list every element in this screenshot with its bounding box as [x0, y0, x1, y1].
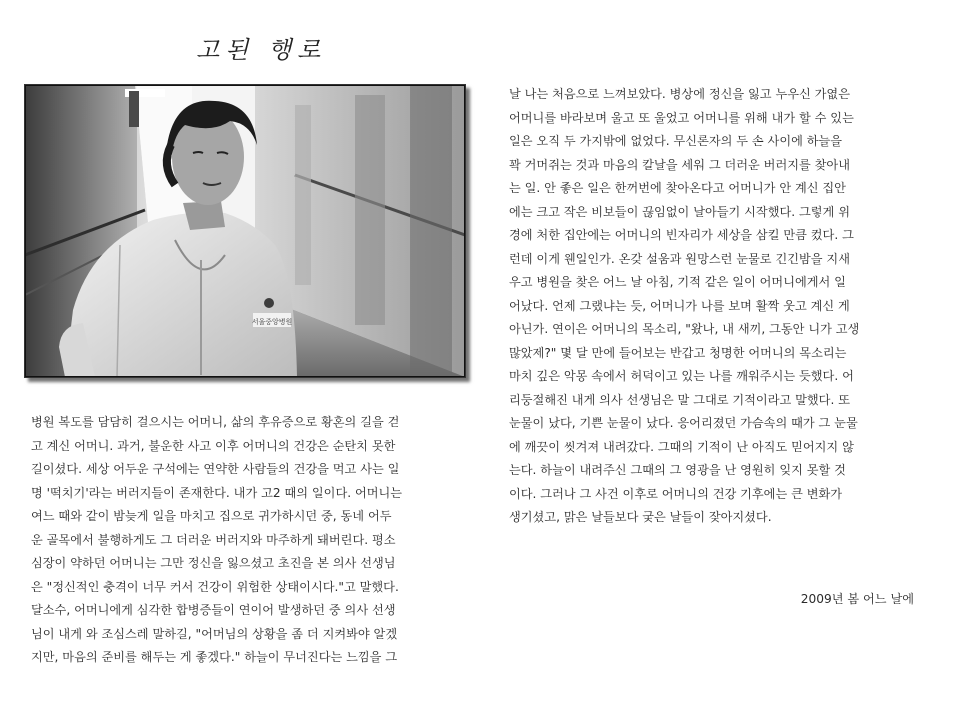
body-text-line: 는다. 하늘이 내려주신 그때의 그 영광을 난 영원히 잊지 못할 것 — [509, 463, 846, 477]
body-text-line: 눈물이 났다, 기쁜 눈물이 났다. 응어리졌던 가슴속의 때가 그 눈물 — [509, 416, 858, 430]
body-text-line: 명 '떡치기'라는 버러지들이 존재한다. 내가 고2 때의 일이다. 어머니는 — [31, 485, 403, 500]
body-text-line: 고 계신 어머니. 과거, 불운한 사고 이후 어머니의 건강은 순탄치 못한 — [31, 438, 396, 453]
body-text-line: 는 일. 안 좋은 일은 한꺼번에 찾아온다고 어머니가 안 계신 집안 — [509, 181, 846, 195]
body-text-line: 운 골목에서 불행하게도 그 더러운 버러지와 마주하게 돼버린다. 평소 — [31, 532, 396, 547]
left-column-text — [31, 411, 471, 670]
body-text-line: 님이 내게 와 조심스레 말하길, "어머님의 상황을 좀 더 지켜봐야 알겠 — [31, 626, 398, 641]
body-text-line: 어머니를 바라보며 울고 또 울었고 어머니를 위해 내가 할 수 있는 — [509, 110, 854, 125]
body-text-line: 에 깨끗이 씻겨져 내려갔다. 그때의 기적이 난 아직도 믿어지지 않 — [509, 439, 854, 454]
body-text-line: 경에 처한 집안에는 어머니의 빈자리가 세상을 삼킬 만큼 컸다. 그 — [509, 228, 854, 242]
body-text-line: 일은 오직 두 가지밖에 없었다. 무신론자의 두 손 사이에 하늘을 — [509, 134, 843, 148]
body-text-line: 날 나는 처음으로 느껴보았다. 병상에 정신을 잃고 누우신 가엾은 — [509, 87, 850, 101]
body-text-line: 많았제?" 몇 달 만에 들어보는 반갑고 청명한 어머니의 목소리는 — [509, 345, 847, 360]
body-text-line: 은 "정신적인 충격이 너무 커서 건강이 위험한 상태이시다."고 말했다. — [31, 579, 399, 594]
page-title: 고된 행로 — [196, 36, 327, 64]
body-text-line: 길이셨다. 세상 어두운 구석에는 연약한 사람들의 건강을 먹고 사는 일 — [31, 462, 400, 476]
body-text-line: 지만, 마음의 준비를 해두는 게 좋겠다." 하늘이 무너진다는 느낌을 그 — [31, 650, 398, 664]
body-text-line: 아닌가. 연이은 어머니의 목소리, "왔나, 내 새끼, 그동안 니가 고생 — [509, 322, 860, 336]
body-text-line: 마치 깊은 악몽 속에서 허덕이고 있는 나를 깨워주시는 듯했다. 어 — [509, 369, 854, 383]
body-text-line: 우고 병원을 찾은 어느 날 아침, 기적 같은 일이 어머니에게서 일 — [509, 275, 846, 289]
svg-text:서울중앙병원: 서울중앙병원 — [251, 318, 293, 326]
body-text-line: 런데 이게 웬일인가. 온갖 설움과 원망스런 눈물로 긴긴밤을 지새 — [509, 251, 850, 266]
body-text-line: 병원 복도를 담담히 걸으시는 어머니, 삶의 후유증으로 황혼의 길을 걷 — [31, 415, 400, 429]
signature-date: 2009년 봄 어느 날에 — [800, 592, 914, 606]
body-text-line: 여느 때와 같이 밤늦게 일을 마치고 집으로 귀가하시던 중, 동네 어두 — [31, 509, 392, 523]
body-text-line: 어났다. 언제 그랬냐는 듯, 어머니가 나를 보며 활짝 웃고 계신 게 — [509, 298, 850, 313]
body-text-line: 생기셨고, 맑은 날들보다 궂은 날들이 잦아지셨다. — [509, 510, 772, 524]
hospital-corridor-photo — [24, 84, 466, 378]
right-column-text — [509, 83, 929, 530]
body-text-line: 꽉 거머쥐는 것과 마음의 칼날을 세워 그 더러운 버러지를 찾아내 — [509, 157, 850, 172]
body-text-line: 심장이 약하던 어머니는 그만 정신을 잃으셨고 초진을 본 의사 선생님 — [31, 556, 396, 570]
body-text-line: 달소수, 어머니에게 심각한 합병증들이 연이어 발생하던 중 의사 선생 — [31, 603, 396, 617]
body-text-line: 이다. 그러나 그 사건 이후로 어머니의 건강 기후에는 큰 변화가 — [509, 486, 843, 501]
body-text-line: 리둥절해진 내게 의사 선생님은 말 그대로 기적이라고 말했다. 또 — [509, 392, 850, 407]
body-text-line: 에는 크고 작은 비보들이 끊임없이 날아들기 시작했다. 그렇게 위 — [509, 204, 850, 219]
